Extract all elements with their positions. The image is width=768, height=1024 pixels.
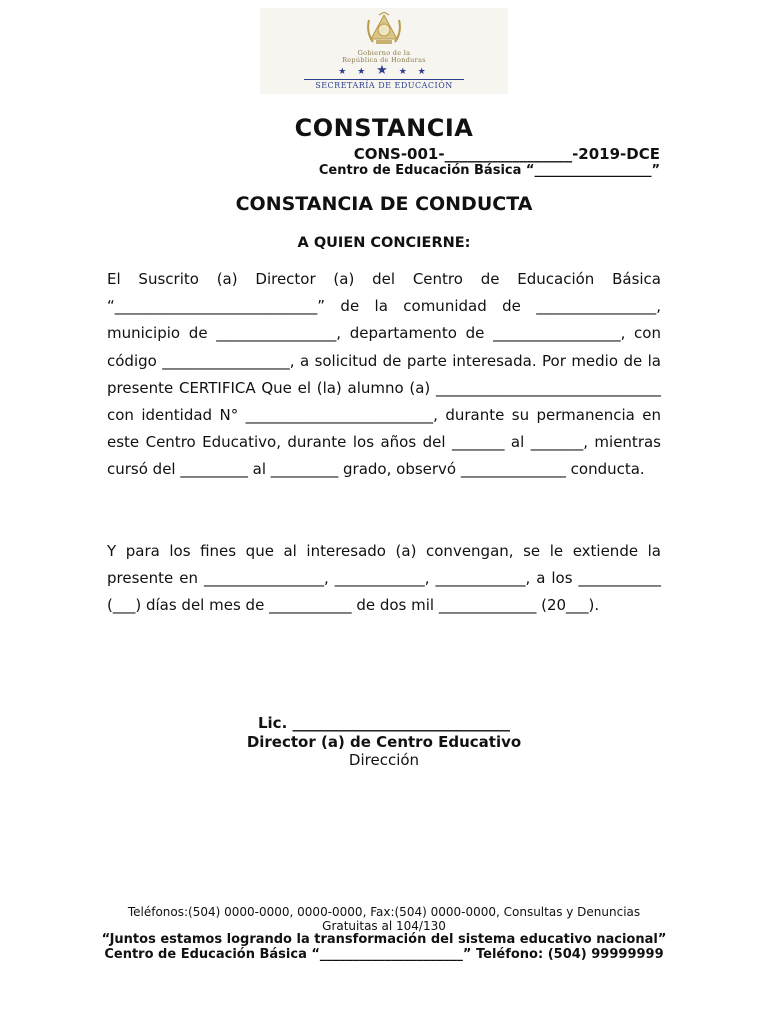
document-subtitle: CONSTANCIA DE CONDUCTA — [235, 193, 533, 215]
coat-of-arms-icon — [363, 12, 405, 48]
star-icon: ★ ★ — [338, 67, 370, 77]
certification-paragraph: El Suscrito (a) Director (a) del Centro de Educación Básica “___________________________” de la comunidad de ________________, municipio de ________________, departamento de _________________, con código _________________, a solicitud de parte interesada. Por medio de la presente CERTIFICA Que el (la) alumno (a) ______________________________ con identidad N° _________________________, durante su permanencia en este Centro Educativo, durante los años del _______ al _______, mientras cursó del _________ al _________ grado, observó ______________ conducta. — [107, 270, 661, 479]
secretaria-label: SECRETARÍA DE EDUCACIÓN — [315, 81, 453, 90]
gobierno-line-1: Gobierno de la — [357, 49, 411, 57]
star-icon-center: ★ — [376, 63, 392, 78]
school-name-line: Centro de Educación Básica “__________________” — [318, 163, 660, 178]
footer-slogan-block — [100, 932, 668, 962]
gobierno-label — [342, 50, 426, 64]
signature-name-line: Lic. _____________________________ — [257, 714, 510, 732]
document-title: CONSTANCIA — [294, 114, 474, 142]
secretaria-educacion-logo — [260, 8, 508, 94]
greeting: A QUIEN CONCIERNE: — [297, 235, 471, 251]
issuance-paragraph: Y para los fines que al interesado (a) convengan, se le extiende la presente en ________________, ____________, ____________, a los ___________ (___) días del mes de ___________ de dos mil _____________ (20___). — [107, 542, 661, 615]
footer-contact: Teléfonos:(504) 0000-0000, 0000-0000, Fax:(504) 0000-0000, Consultas y Denuncias Gratuitas al 104/130 — [127, 905, 641, 933]
gobierno-line-2: República de Honduras — [342, 56, 426, 64]
footer-center-phone: Centro de Educación Básica “______________________” Teléfono: (504) 99999999 — [104, 947, 664, 962]
signature-role: Director (a) de Centro Educativo — [246, 733, 522, 751]
star-icon: ★ ★ — [398, 67, 430, 77]
footer-slogan: “Juntos estamos logrando la transformación del sistema educativo nacional” — [101, 932, 667, 947]
signature-department: Dirección — [348, 751, 420, 769]
document-code: CONS-001-_________________-2019-DCE — [353, 145, 660, 163]
stars-row — [338, 65, 429, 78]
logo-divider — [304, 79, 464, 80]
